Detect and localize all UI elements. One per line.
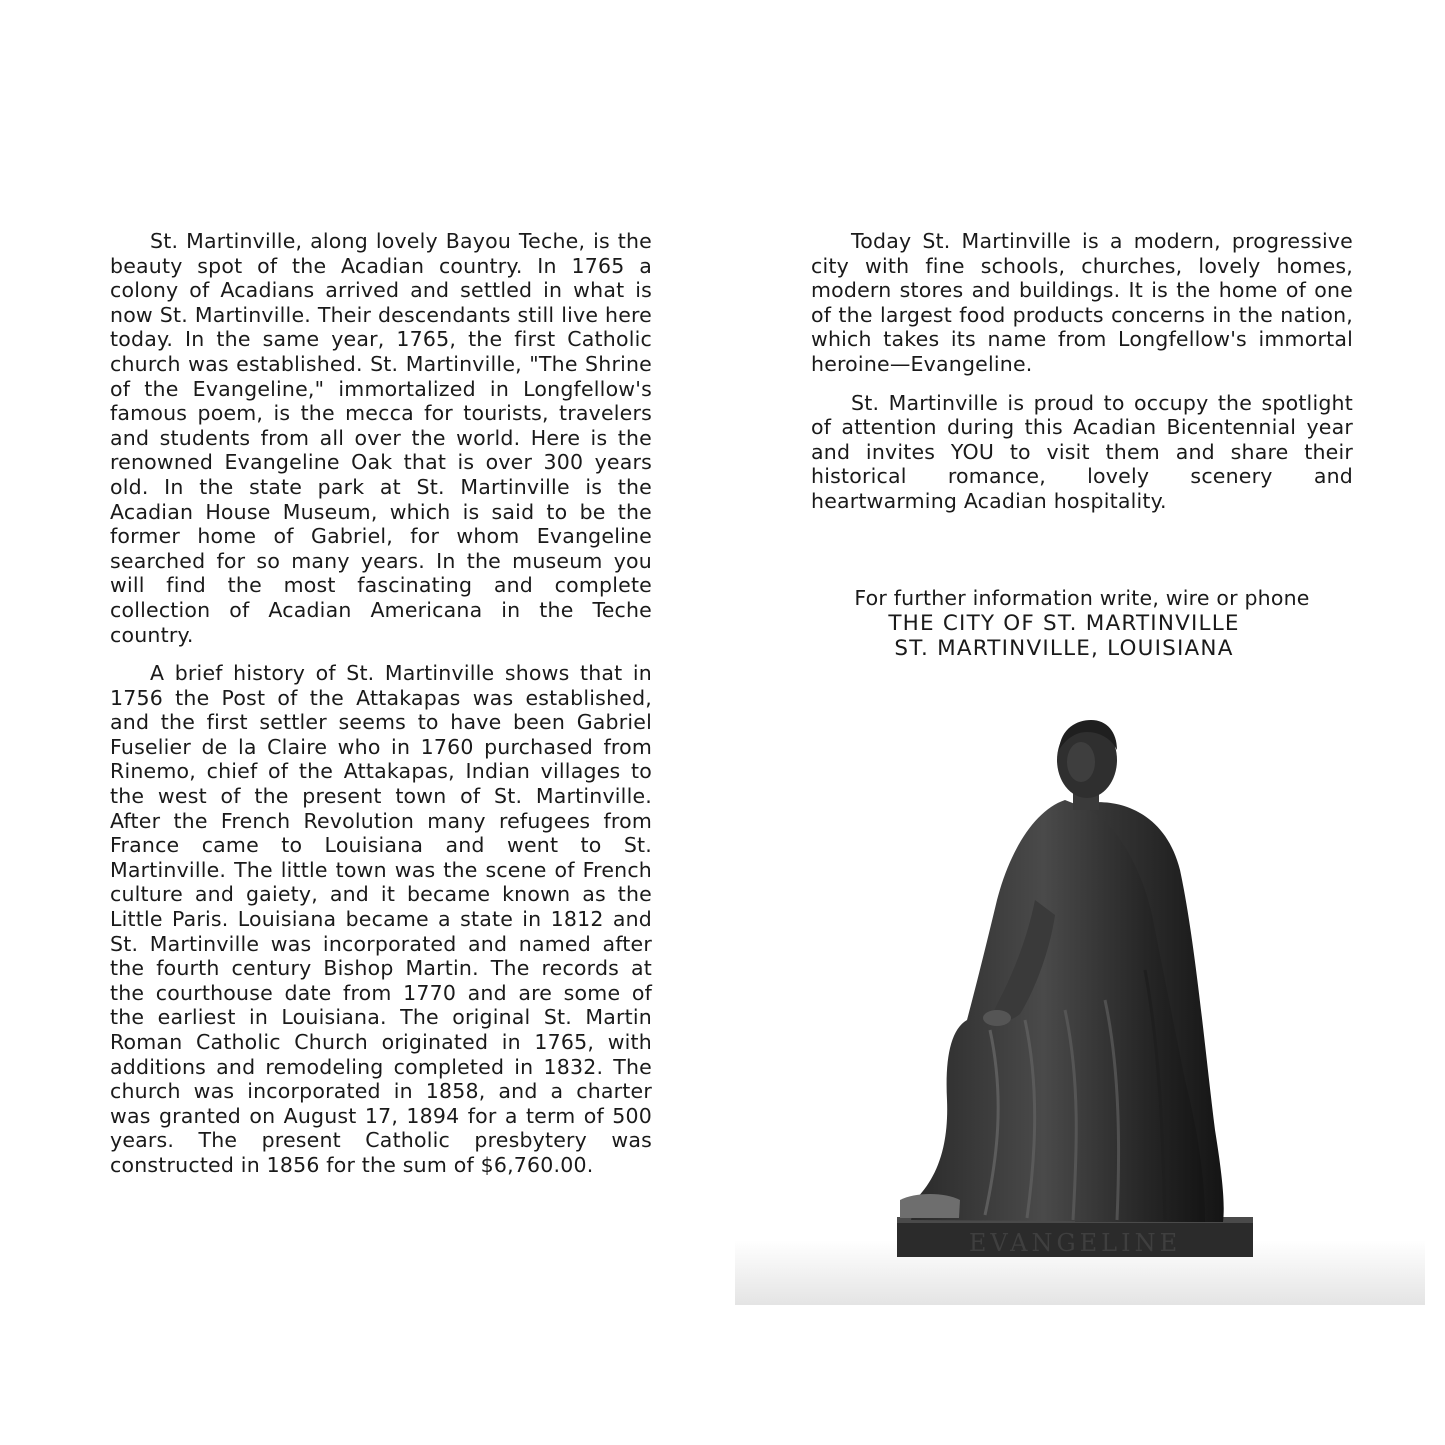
contact-intro: For further information write, wire or phone bbox=[854, 586, 1310, 610]
contact-location: ST. MARTINVILLE, LOUISIANA bbox=[894, 635, 1234, 661]
base-inscription: EVANGELINE bbox=[968, 1229, 1182, 1257]
today-paragraph: Today St. Martinville is a modern, progressive city with fine schools, churches, lovely homes, modern stores and buildings. It is the home of one of the largest food products concerns in the nation, which takes its name from Longfellow's immortal heroine—Evangeline. bbox=[811, 229, 1353, 376]
history-paragraph-2: A brief history of St. Martinville shows that in 1756 the Post of the Attakapas was established, and the first settler seems to have been Gabriel Fuselier de la Claire who in 1760 purchased from Rinemo, chief of the Attakapas, Indian villages to the west of the present town of St. Martinville. After the French Revolution many refugees from France came to Louisiana and went to St. Martinville. The little town was the scene of French culture and gaiety, and it became known as the Little Paris. Louisiana became a state in 1812 and St. Martinville was incorporated and named after the fourth century Bishop Martin. The records at the courthouse date from 1770 and are some of the earliest in Louisiana. The original St. Martin Roman Catholic Church originated in 1765, with additions and remodeling completed in 1832. The church was incorporated in 1858, and a charter was granted on August 17, 1894 for a term of 500 years. The present Catholic presbytery was constructed in 1856 for the sum of $6,760.00. bbox=[110, 661, 652, 1177]
right-column bbox=[811, 229, 1353, 514]
left-column bbox=[110, 229, 652, 1178]
evangeline-statue-photo bbox=[735, 700, 1425, 1305]
history-paragraph-1: St. Martinville, along lovely Bayou Teche, is the beauty spot of the Acadian country. In 1765 a colony of Acadians arrived and settled in what is now St. Martinville. Their descendants still live here today. In the same year, 1765, the first Catholic church was established. St. Martinville, "The Shrine of the Evangeline," immortalized in Longfellow's famous poem, is the mecca for tourists, travelers and students from all over the world. Here is the renowned Evangeline Oak that is over 300 years old. In the state park at St. Martinville is the Acadian House Museum, which is said to be the former home of Gabriel, for whom Evangeline searched for so many years. In the museum you will find the most fascinating and complete collection of Acadian Americana in the Teche country. bbox=[110, 229, 652, 647]
statue-shoe bbox=[900, 1194, 960, 1218]
invitation-paragraph: St. Martinville is proud to occupy the spotlight of attention during this Acadian Bicentennial year and invites YOU to visit them and share their historical romance, lovely scenery and heartwarming Acadian hospitality. bbox=[811, 390, 1353, 513]
contact-block bbox=[811, 586, 1353, 661]
contact-organization: THE CITY OF ST. MARTINVILLE bbox=[888, 610, 1240, 636]
